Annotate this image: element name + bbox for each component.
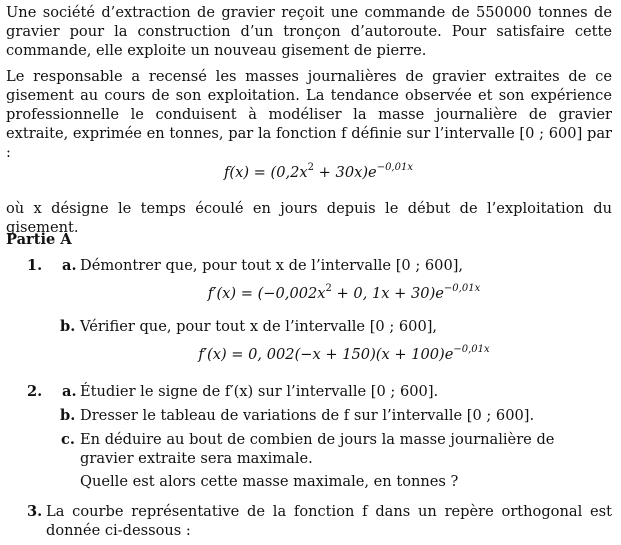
question-2c-followup: Quelle est alors cette masse maximale, en tonnes ? [80,473,459,490]
intro-paragraph: Une société d’extraction de gravier reçoit une commande de 550000 tonnes de gravier pour la construction d’un tronçon d’autoroute. Pour satisfaire cette commande, elle exploite un nouveau gisement de pierre. [6,4,612,59]
definition-paragraph: où x désigne le temps écoulé en jours depuis le début de l’exploitation du gisement. [6,200,612,236]
question-1b-text: Vérifier que, pour tout x de l’intervalle [0 ; 600], [80,318,438,335]
question-3-number: 3. [27,503,43,520]
question-1-number: 1. [27,257,43,274]
question-1a-label: a. [62,257,77,274]
question-2c-label: c. [61,431,75,448]
question-1a-text: Démontrer que, pour tout x de l’intervalle [0 ; 600], [80,257,464,274]
question-1b-label: b. [60,318,76,335]
part-title: Partie A [6,231,72,248]
question-2a-label: a. [62,383,77,400]
formula-f-prime-2: f′(x) = 0, $002(-x + 150)(x + 100)e^{-0,01x}$ [198,344,490,363]
formula-f-prime-1: $f'(x) = (-0,002x^2 + 0$, $1x + 30)e^{-0,01x}$ [207,283,481,302]
question-3-text: La courbe représentative de la fonction f dans un repère orthogonal est donnée ci-dessous : [46,503,612,539]
question-2-number: 2. [27,383,43,400]
question-2b-text: Dresser le tableau de variations de f sur l’intervalle [0 ; 600]. [80,407,535,424]
question-2b-label: b. [60,407,76,424]
formula-f: $f(x) = (0,2x^2 + 30x)e^{-0,01x}$ [224,162,413,181]
context-paragraph: Le responsable a recensé les masses journalières de gravier extraites de ce gisement au cours de son exploitation. La tendance observée et son expérience professionnelle le conduisent à modéliser la masse journalière de gravier extraite, exprimée en tonnes, par la fonction f définie sur l’intervalle [0 ; 600] par : [6,68,612,161]
question-2c-text: En déduire au bout de combien de jours la masse journalière de gravier extraite sera maximale. [80,431,555,467]
question-2a-text: Étudier le signe de f′(x) sur l’intervalle [0 ; 600]. [80,383,439,400]
